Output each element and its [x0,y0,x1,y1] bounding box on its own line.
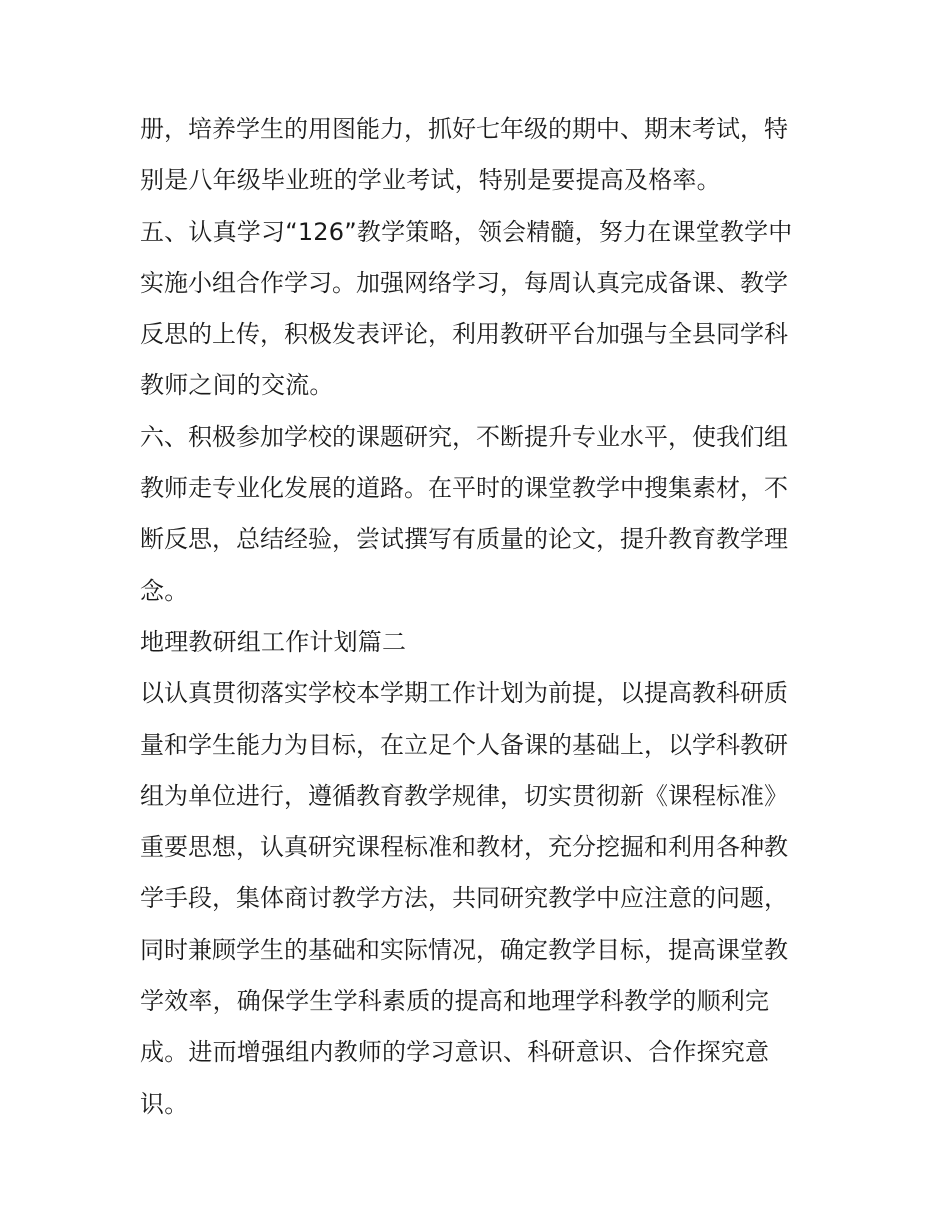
paragraph-line-2: 量和学生能力为目标，在立足个人备课的基础上，以学科教研 [140,730,788,759]
paragraph-line-8: 成。进而增强组内教师的学习意识、科研意识、合作探究意 [140,1038,770,1067]
paragraph-line-4: 重要思想，认真研究课程标准和教材，充分挖掘和利用各种教 [140,833,788,862]
section-five-line-1: 五、认真学习“126”教学策略，领会精髓，努力在课堂教学中 [140,217,793,246]
section-heading: 地理教研组工作计划篇二 [140,627,407,656]
section-five-line-4: 教师之间的交流。 [140,371,334,400]
paragraph-line-7: 学效率，确保学生学科素质的提高和地理学科教学的顺利完 [140,987,770,1016]
paragraph-line-9: 识。 [140,1089,189,1118]
paragraph-line-3: 组为单位进行，遵循教育教学规律，切实贯彻新《课程标准》 [140,781,788,810]
paragraph-line-6: 同时兼顾学生的基础和实际情况，确定教学目标，提高课堂教 [140,935,788,964]
paragraph-line-5: 学手段，集体商讨教学方法，共同研究教学中应注意的问题， [140,884,788,913]
section-six-line-1: 六、积极参加学校的课题研究，不断提升专业水平，使我们组 [140,422,788,451]
text-line-2: 别是八年级毕业班的学业考试，特别是要提高及格率。 [140,166,721,195]
section-six-line-2: 教师走专业化发展的道路。在平时的课堂教学中搜集素材，不 [140,474,788,503]
paragraph-line-1: 以认真贯彻落实学校本学期工作计划为前提，以提高教科研质 [140,679,788,708]
document-body [140,104,820,1130]
section-five-line-2: 实施小组合作学习。加强网络学习，每周认真完成备课、教学 [140,268,788,297]
text-line-1: 册，培养学生的用图能力，抓好七年级的期中、期末考试，特 [140,115,788,143]
section-five-line-3: 反思的上传，积极发表评论，利用教研平台加强与全县同学科 [140,320,788,349]
section-six-line-3: 断反思，总结经验，尝试撰写有质量的论文，提升教育教学理 [140,525,788,554]
section-six-line-4: 念。 [140,576,189,605]
